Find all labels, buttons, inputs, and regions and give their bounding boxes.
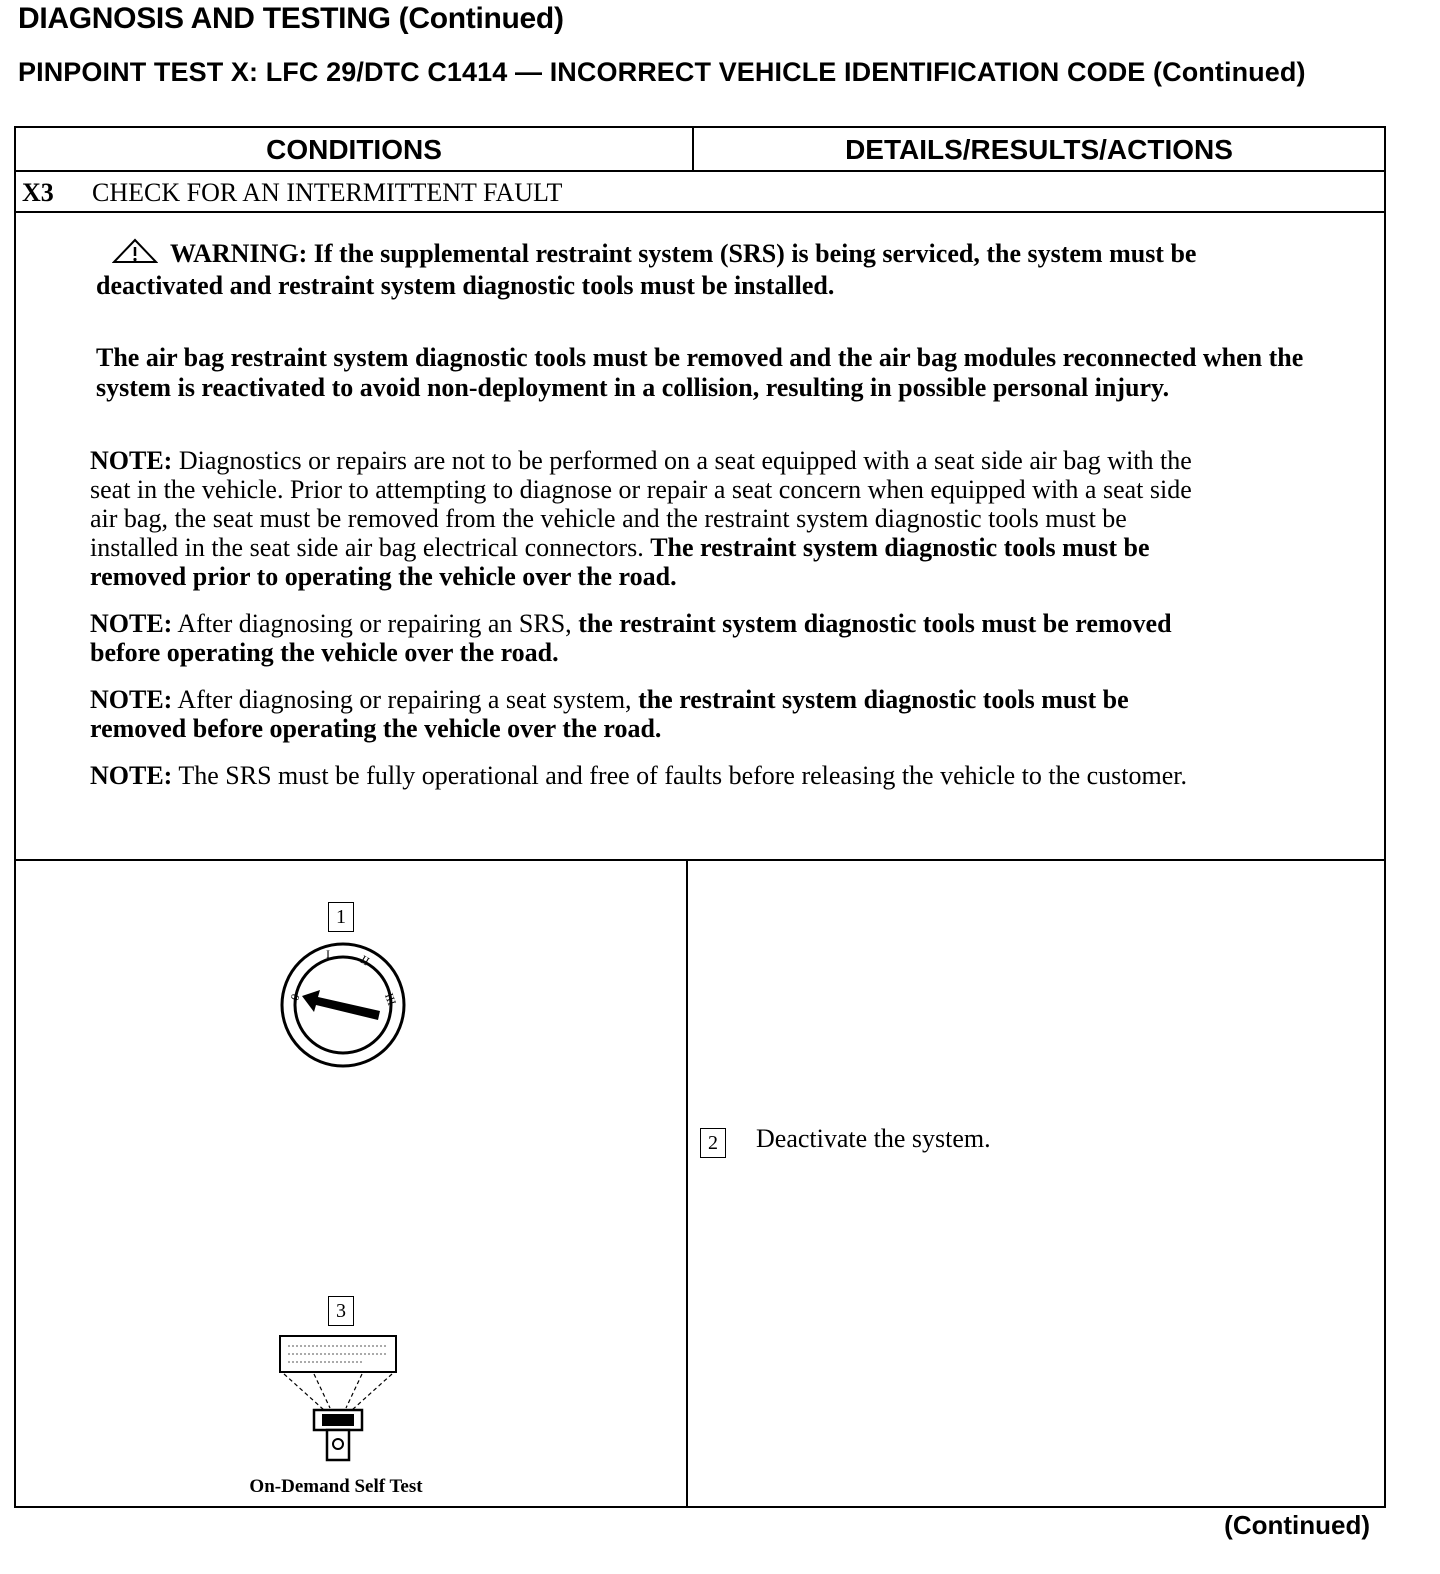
step-title: CHECK FOR AN INTERMITTENT FAULT <box>92 178 563 207</box>
pinpoint-test-table <box>14 126 1386 1508</box>
note-label: NOTE: <box>90 761 173 790</box>
note-item <box>90 685 1210 743</box>
details-header: DETAILS/RESULTS/ACTIONS <box>845 134 1233 165</box>
step-row <box>22 174 562 212</box>
step-rule <box>16 211 1384 213</box>
conditions-header: CONDITIONS <box>266 134 442 165</box>
callout-3: 3 <box>328 1296 354 1326</box>
svg-text:0: 0 <box>287 991 303 1003</box>
svg-text:I: I <box>326 947 330 961</box>
header-rule <box>16 170 1384 172</box>
note-label: NOTE: <box>90 446 173 475</box>
pinpoint-test-title: PINPOINT TEST X: LFC 29/DTC C1414 — INCORRECT VEHICLE IDENTIFICATION CODE (Continued) <box>18 57 1306 87</box>
illustration-caption: On-Demand Self Test <box>249 1476 423 1497</box>
note-item <box>90 609 1210 667</box>
svg-text:III: III <box>381 991 400 1008</box>
warning-block <box>96 238 1326 403</box>
step-id: X3 <box>22 178 54 207</box>
continued-footer: (Continued) <box>1224 1510 1370 1540</box>
note-emphasis: the restraint system diagnostic tools must be removed before operating the vehicle over the road. <box>90 685 1129 743</box>
note-item <box>90 761 1210 790</box>
warning-line: WARNING: If the supplemental restraint system (SRS) is being serviced, the system must be deactivated and restraint system diagnostic tools must be installed. <box>96 239 1197 300</box>
note-emphasis: the restraint system diagnostic tools must be removed before operating the vehicle over the road. <box>90 609 1172 667</box>
ignition-switch-icon <box>278 940 408 1070</box>
note-text: Diagnostics or repairs are not to be performed on a seat equipped with a seat side air bag with the seat in the vehicle. Prior to attempting to diagnose or repair a seat concern when equipped with a seat side air bag, the seat must be removed from the vehicle and the restraint system diagnostic tools must be installed in the seat side air bag electrical connectors. <box>90 446 1192 562</box>
note-text: The SRS must be fully operational and free of faults before releasing the vehicle to the customer. <box>172 761 1188 790</box>
warning-triangle-icon <box>112 238 158 271</box>
note-label: NOTE: <box>90 609 173 638</box>
illustration-divider <box>686 860 688 1506</box>
callout-2: 2 <box>700 1128 726 1158</box>
svg-text:II: II <box>358 952 372 969</box>
header-divider <box>692 128 694 172</box>
note-emphasis: The restraint system diagnostic tools must be removed prior to operating the vehicle over the road. <box>90 533 1150 591</box>
section-title: DIAGNOSIS AND TESTING (Continued) <box>18 2 564 35</box>
warning-text <box>96 238 1326 301</box>
note-label: NOTE: <box>90 685 173 714</box>
note-item <box>90 446 1210 591</box>
callout-1: 1 <box>328 902 354 932</box>
scan-tool-icon <box>274 1332 404 1472</box>
note-text: After diagnosing or repairing a seat system, <box>172 685 639 714</box>
warning-paragraph: The air bag restraint system diagnostic tools must be removed and the air bag modules reconnected when the system is reactivated to avoid non-deployment in a collision, resulting in possible personal injury. <box>96 343 1304 402</box>
notes-rule <box>16 859 1384 861</box>
note-text: After diagnosing or repairing an SRS, <box>172 609 579 638</box>
action-text: Deactivate the system. <box>756 1124 991 1153</box>
notes-block <box>90 446 1210 808</box>
